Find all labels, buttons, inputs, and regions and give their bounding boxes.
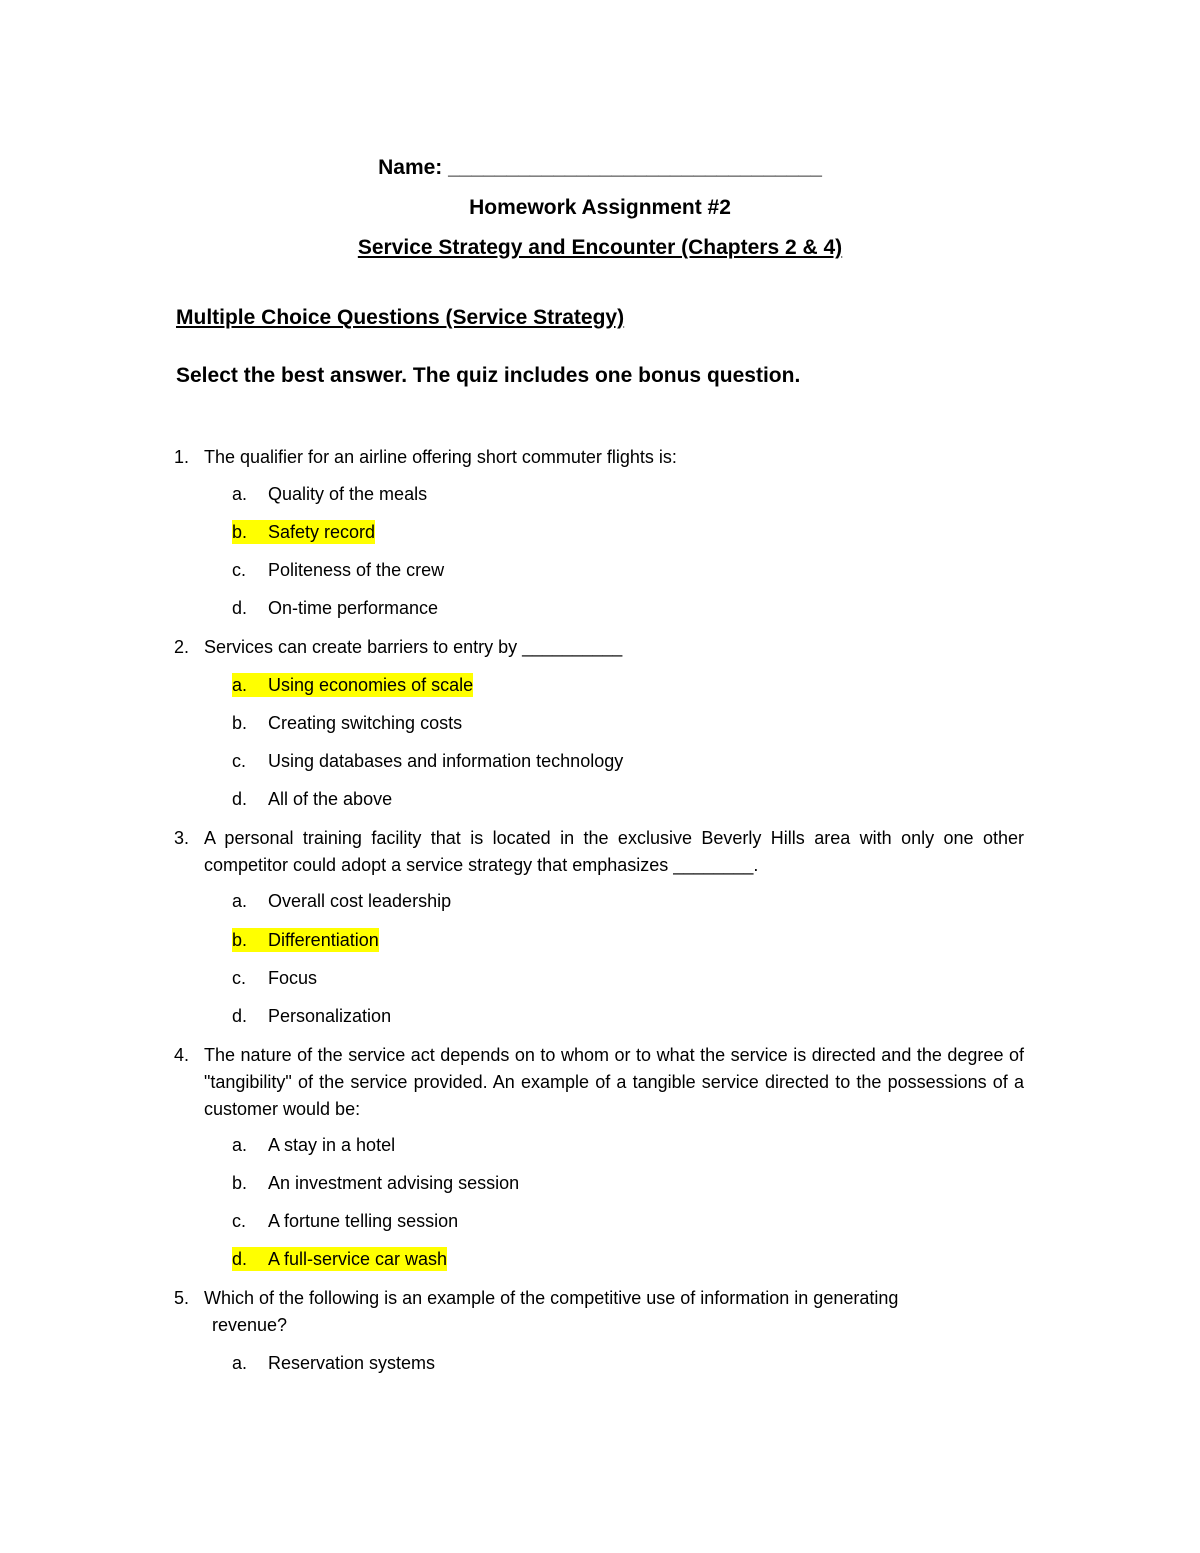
option-4c [232,1209,458,1233]
question-number: 1. [174,447,190,467]
option-text: All of the above [268,789,393,809]
question-number: 4. [174,1045,190,1065]
option-letter: b. [232,930,248,950]
option-letter: d. [232,1249,248,1269]
question-text-line: revenue? [212,1315,288,1335]
option-2a-highlighted [232,673,473,697]
question-text: The nature of the service act depends on to whom or to what the service is directed and the degree of "tangibility" of the service provided. An example of a tangible service directed to the possessions of a customer would be: [204,1045,1024,1119]
option-letter: c. [232,968,247,988]
question-2 [174,634,1024,661]
option-2d [232,787,392,811]
option-text: A stay in a hotel [268,1135,396,1155]
option-1c [232,558,444,582]
option-text: A full-service car wash [268,1249,448,1269]
option-text: Reservation systems [268,1353,436,1373]
question-number: 5. [174,1288,190,1308]
name-line: Name: ________________________________ [378,156,822,179]
option-letter: a. [232,1353,248,1373]
option-text: Focus [268,968,318,988]
question-number: 2. [174,637,190,657]
option-letter: a. [232,675,248,695]
option-text: Using databases and information technology [268,751,624,771]
option-text: Differentiation [268,930,379,950]
question-text-line: Which of the following is an example of the competitive use of information in generating [204,1288,899,1308]
option-4d-highlighted [232,1247,447,1271]
question-1 [174,444,1024,471]
question-text [204,1285,1024,1339]
question-3 [174,825,1024,879]
option-letter: c. [232,560,247,580]
option-3a [232,889,451,913]
option-4a [232,1133,395,1157]
section-title: Multiple Choice Questions (Service Strategy) [176,306,625,329]
option-3c [232,966,317,990]
option-2c [232,749,623,773]
option-letter: d. [232,598,248,618]
option-letter: c. [232,751,247,771]
option-letter: b. [232,522,248,542]
option-3d [232,1004,391,1028]
option-text: Overall cost leadership [268,891,452,911]
option-5a [232,1351,435,1375]
question-text: A personal training facility that is located in the exclusive Beverly Hills area with only one other competitor could adopt a service strategy that emphasizes ________. [204,828,1024,875]
option-text: Creating switching costs [268,713,463,733]
option-letter: d. [232,789,248,809]
option-text: An investment advising session [268,1173,520,1193]
option-letter: b. [232,1173,248,1193]
option-letter: b. [232,713,248,733]
option-4b [232,1171,519,1195]
option-letter: d. [232,1006,248,1026]
option-letter: a. [232,484,248,504]
option-text: On-time performance [268,598,439,618]
option-3b-highlighted [232,928,379,952]
option-letter: c. [232,1211,247,1231]
assignment-subtitle: Service Strategy and Encounter (Chapters 2 & 4) [357,236,843,259]
option-letter: a. [232,891,248,911]
option-1d [232,596,438,620]
instructions: Select the best answer. The quiz includes one bonus question. [176,364,801,387]
option-1a [232,482,427,506]
option-text: Personalization [268,1006,392,1026]
assignment-title: Homework Assignment #2 [469,196,731,219]
option-1b-highlighted [232,520,375,544]
question-4 [174,1042,1024,1123]
question-text: Services can create barriers to entry by __________ [204,637,623,657]
option-text: Politeness of the crew [268,560,445,580]
option-text: Quality of the meals [268,484,428,504]
option-text: Using economies of scale [268,675,474,695]
question-number: 3. [174,828,190,848]
question-text: The qualifier for an airline offering short commuter flights is: [204,447,677,467]
option-letter: a. [232,1135,248,1155]
option-2b [232,711,462,735]
option-text: A fortune telling session [268,1211,459,1231]
question-5 [174,1285,1024,1339]
option-text: Safety record [268,522,376,542]
